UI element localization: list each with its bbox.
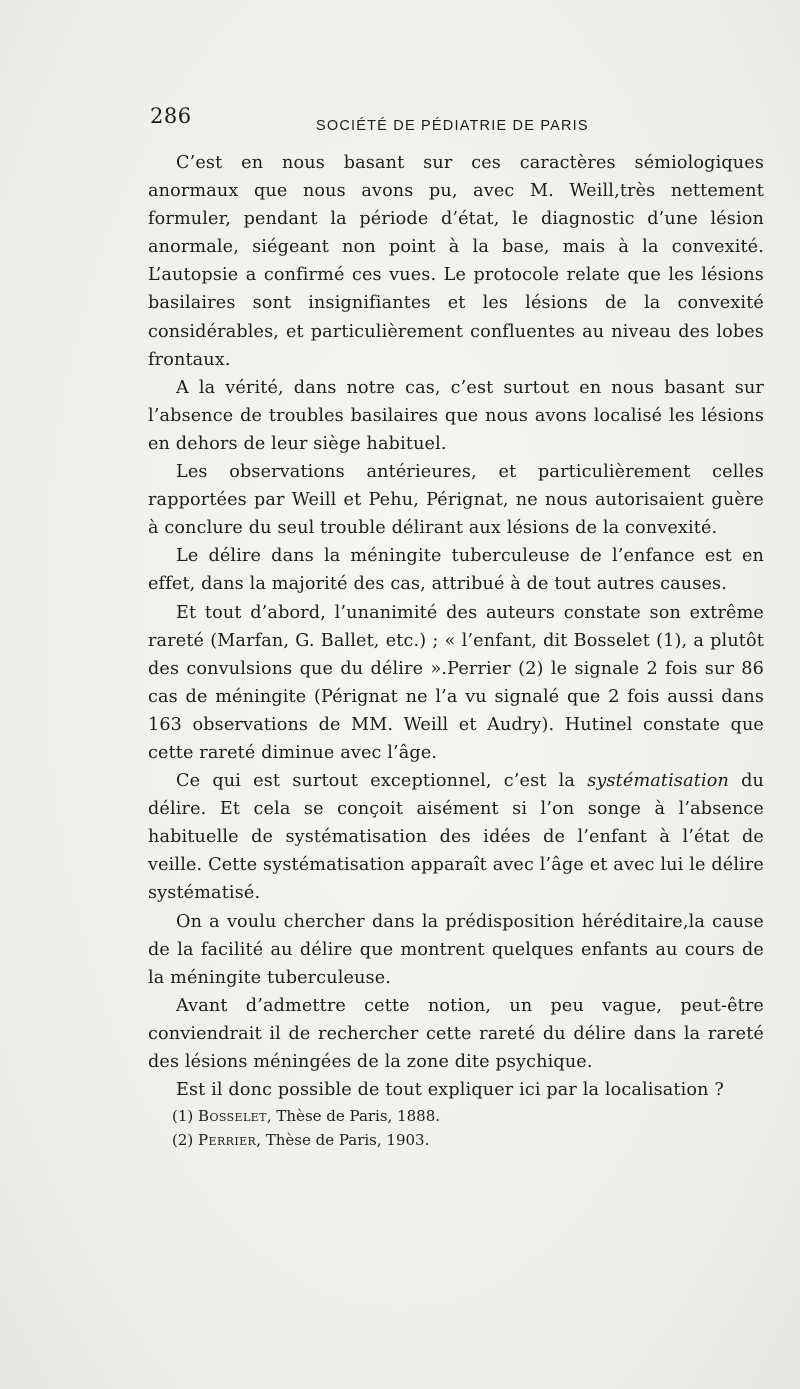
paragraph: Avant d’admettre cette notion, un peu vague, peut-être conviendrait il de rechercher cette rareté du délire dans la rareté des lésions méningées de la zone dite psychique.	[148, 995, 764, 1072]
page-header	[150, 104, 762, 140]
paragraph-text: Ce qui est surtout exceptionnel, c’est la	[176, 771, 588, 792]
footnote-mark: (2)	[172, 1131, 194, 1149]
italic-term: systématisation	[587, 771, 729, 792]
footnote	[172, 1128, 762, 1152]
paragraph: Et tout d’abord, l’unanimité des auteurs constate son extrême rareté (Marfan, G. Ballet, etc.) ; « l’enfant, dit Bosselet (1), a plutôt des convulsions que du délire ».Perrier (2) le signale 2 fois sur 86 cas de méningite (Pérignat ne l’a vu signalé que 2 fois aussi dans 163 observations de MM. Weill et Audry). Hutinel constate que cette rareté diminue avec l’âge.	[148, 602, 764, 763]
paragraph: Le délire dans la méningite tuberculeuse de l’enfance est en effet, dans la majorité des cas, attribué à de tout autres causes.	[148, 546, 764, 595]
footnote-reference: , Thèse de Paris, 1888.	[266, 1107, 441, 1125]
footnotes	[172, 1104, 762, 1152]
page-number: 286	[150, 104, 192, 128]
footnote-author: Perrier	[198, 1131, 257, 1149]
paragraph: C’est en nous basant sur ces caractères sémiologiques anormaux que nous avons pu, avec M. Weill,très nettement formuler, pendant la période d’état, le diagnostic d’une lésion anormale, siégeant non point à la base, mais à la convexité. L’autopsie a confirmé ces vues. Le protocole relate que les lésions basilaires sont insignifiantes et les lésions de la convexité considérables, et particulièrement confluentes au niveau des lobes frontaux.	[148, 153, 764, 370]
footnote-reference: , Thèse de Paris, 1903.	[256, 1131, 430, 1149]
body-text	[148, 149, 764, 1104]
paragraph: Est il donc possible de tout expliquer ici par la localisation ?	[176, 1080, 724, 1101]
paragraph: A la vérité, dans notre cas, c’est surtout en nous basant sur l’absence de troubles basilaires que nous avons localisé les lésions en dehors de leur siège habituel.	[148, 377, 764, 454]
footnote-mark: (1)	[172, 1107, 194, 1125]
paragraph: On a voulu chercher dans la prédisposition héréditaire,la cause de la facilité au délire que montrent quelques enfants au cours de la méningite tuberculeuse.	[148, 911, 764, 988]
paragraph-text: du délire. Et cela se conçoit aisément si l’on songe à l’absence habituelle de systématisation des idées de l’enfant à l’état de veille. Cette systématisation apparaît avec l’âge et avec lui le délire systématisé.	[148, 771, 765, 904]
paragraph: Les observations antérieures, et particulièrement celles rapportées par Weill et Pehu, Pérignat, ne nous autorisaient guère à conclure du seul trouble délirant aux lésions de la convexité.	[148, 462, 764, 539]
running-head: SOCIÉTÉ DE PÉDIATRIE DE PARIS	[316, 118, 589, 134]
paragraph	[148, 767, 764, 907]
footnote	[172, 1104, 762, 1128]
footnote-author: Bosselet	[198, 1107, 267, 1125]
